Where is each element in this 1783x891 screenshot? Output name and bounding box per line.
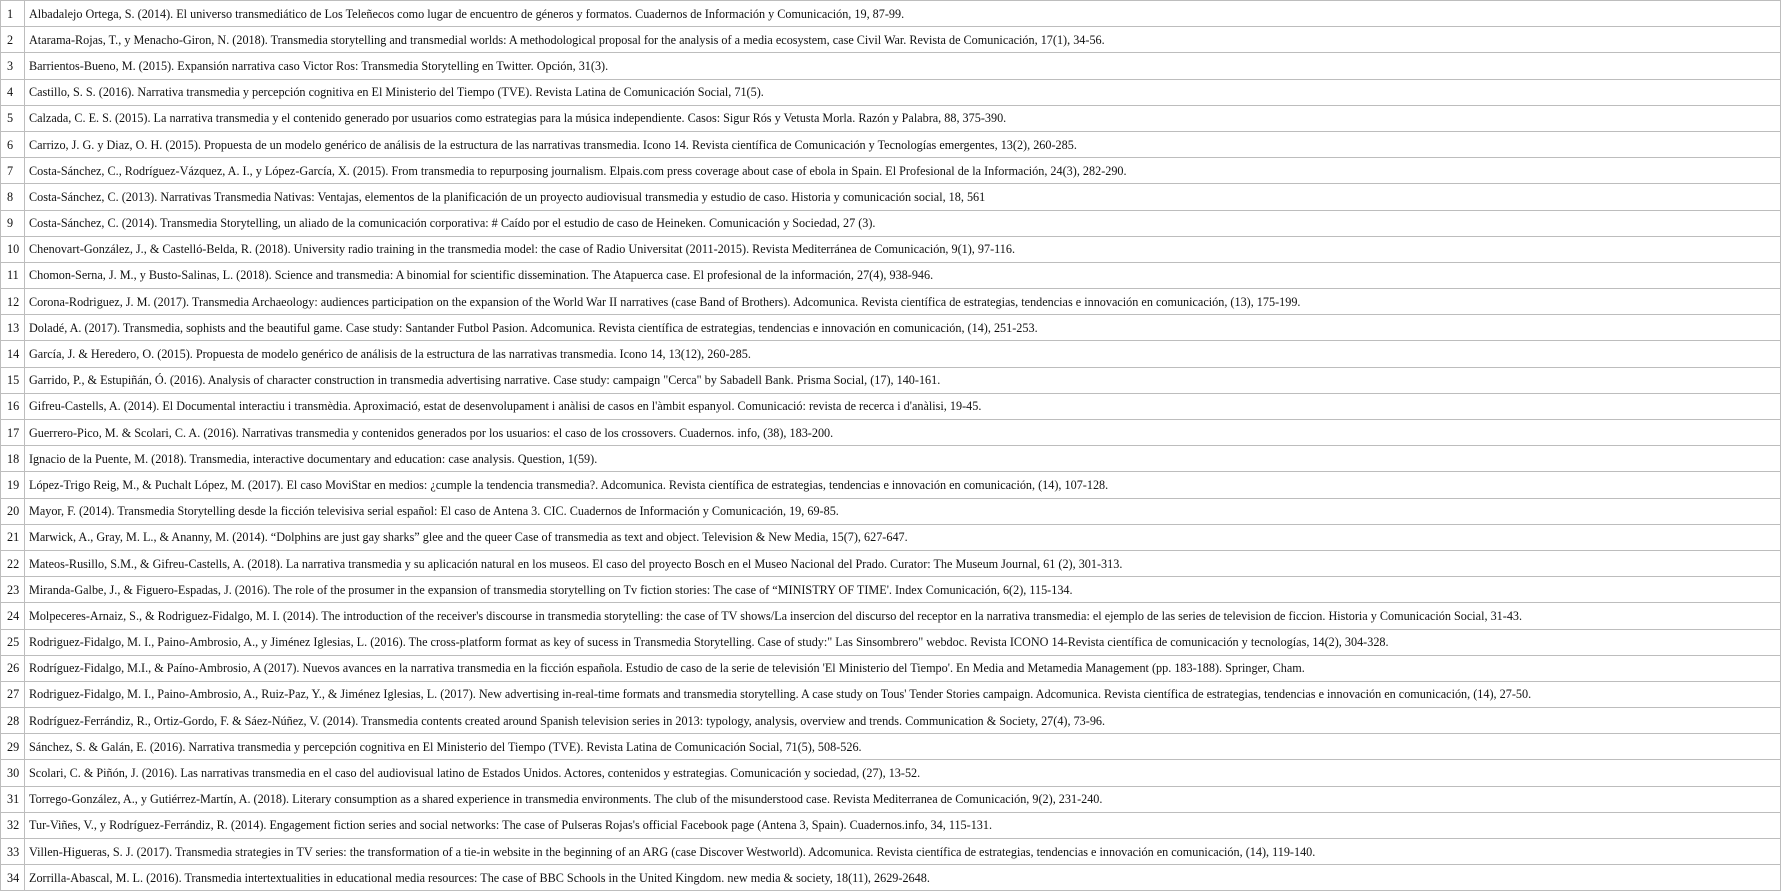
row-number: 20 bbox=[1, 498, 25, 524]
table-row bbox=[1, 655, 1781, 681]
row-number: 5 bbox=[1, 105, 25, 131]
table-row bbox=[1, 446, 1781, 472]
row-number: 9 bbox=[1, 210, 25, 236]
reference-text: García, J. & Heredero, O. (2015). Propuesta de modelo genérico de análisis de la estructura de las narrativas transmedia. Icono 14, 13(12), 260-285. bbox=[25, 341, 1781, 367]
table-row bbox=[1, 472, 1781, 498]
row-number: 30 bbox=[1, 760, 25, 786]
row-number: 10 bbox=[1, 236, 25, 262]
table-row bbox=[1, 629, 1781, 655]
row-number: 21 bbox=[1, 524, 25, 550]
table-row bbox=[1, 393, 1781, 419]
reference-text: Costa-Sánchez, C., Rodríguez-Vázquez, A. I., y López-García, X. (2015). From transmedia to repurposing journalism. Elpais.com press coverage about case of ebola in Spain. El Profesional de la Información, 24(3), 282-290. bbox=[25, 158, 1781, 184]
row-number: 24 bbox=[1, 603, 25, 629]
reference-text: Ignacio de la Puente, M. (2018). Transmedia, interactive documentary and education: case analysis. Question, 1(59). bbox=[25, 446, 1781, 472]
reference-text: Barrientos-Bueno, M. (2015). Expansión narrativa caso Victor Ros: Transmedia Storytelling en Twitter. Opción, 31(3). bbox=[25, 53, 1781, 79]
reference-text: Rodríguez-Ferrándiz, R., Ortiz-Gordo, F. & Sáez-Núñez, V. (2014). Transmedia contents created around Spanish television series in 2013: typology, analysis, overview and trends. Communication & Society, 27(4), 73-96. bbox=[25, 708, 1781, 734]
row-number: 7 bbox=[1, 158, 25, 184]
row-number: 22 bbox=[1, 550, 25, 576]
table-row bbox=[1, 681, 1781, 707]
reference-text: Atarama-Rojas, T., y Menacho-Giron, N. (2018). Transmedia storytelling and transmedial worlds: A methodological proposal for the analysis of a media ecosystem, case Civil War. Revista de Comunicación, 17(1), 34-56. bbox=[25, 27, 1781, 53]
table-row bbox=[1, 550, 1781, 576]
reference-text: Calzada, C. E. S. (2015). La narrativa transmedia y el contenido generado por usuarios como estrategias para la música independiente. Casos: Sigur Rós y Vetusta Morla. Razón y Palabra, 88, 375-390. bbox=[25, 105, 1781, 131]
row-number: 14 bbox=[1, 341, 25, 367]
reference-text: Zorrilla-Abascal, M. L. (2016). Transmedia intertextualities in educational media resources: The case of BBC Schools in the United Kingdom. new media & society, 18(11), 2629-2648. bbox=[25, 865, 1781, 891]
table-row bbox=[1, 53, 1781, 79]
row-number: 31 bbox=[1, 786, 25, 812]
reference-text: Albadalejo Ortega, S. (2014). El universo transmediático de Los Teleñecos como lugar de encuentro de géneros y formatos. Cuadernos de Información y Comunicación, 19, 87-99. bbox=[25, 1, 1781, 27]
reference-text: Sánchez, S. & Galán, E. (2016). Narrativa transmedia y percepción cognitiva en El Ministerio del Tiempo (TVE). Revista Latina de Comunicación Social, 71(5), 508-526. bbox=[25, 734, 1781, 760]
table-row bbox=[1, 131, 1781, 157]
reference-text: Miranda-Galbe, J., & Figuero-Espadas, J. (2016). The role of the prosumer in the expansion of transmedia storytelling on Tv fiction stories: The case of “MINISTRY OF TIME'. Index Comunicación, 6(2), 115-134. bbox=[25, 577, 1781, 603]
table-row bbox=[1, 524, 1781, 550]
row-number: 4 bbox=[1, 79, 25, 105]
row-number: 17 bbox=[1, 420, 25, 446]
table-row bbox=[1, 262, 1781, 288]
reference-text: Corona-Rodriguez, J. M. (2017). Transmedia Archaeology: audiences participation on the expansion of the World War II narratives (case Band of Brothers). Adcomunica. Revista científica de estrategias, tendencias e innovación en comunicación, (13), 175-199. bbox=[25, 289, 1781, 315]
row-number: 32 bbox=[1, 812, 25, 838]
row-number: 12 bbox=[1, 289, 25, 315]
row-number: 2 bbox=[1, 27, 25, 53]
references-table-body bbox=[1, 1, 1781, 891]
reference-text: Mayor, F. (2014). Transmedia Storytelling desde la ficción televisiva serial español: El caso de Antena 3. CIC. Cuadernos de Información y Comunicación, 19, 69-85. bbox=[25, 498, 1781, 524]
table-row bbox=[1, 315, 1781, 341]
row-number: 29 bbox=[1, 734, 25, 760]
table-row bbox=[1, 498, 1781, 524]
row-number: 13 bbox=[1, 315, 25, 341]
table-row bbox=[1, 105, 1781, 131]
row-number: 15 bbox=[1, 367, 25, 393]
row-number: 6 bbox=[1, 131, 25, 157]
table-row bbox=[1, 577, 1781, 603]
table-row bbox=[1, 786, 1781, 812]
table-row bbox=[1, 184, 1781, 210]
reference-text: Torrego-González, A., y Gutiérrez-Martín, A. (2018). Literary consumption as a shared experience in transmedia environments. The club of the misunderstood case. Revista Mediterranea de Comunicación, 9(2), 231-240. bbox=[25, 786, 1781, 812]
reference-text: Gifreu-Castells, A. (2014). El Documental interactiu i transmèdia. Aproximació, estat de desenvolupament i anàlisi de casos en l'àmbit espanyol. Comunicació: revista de recerca i d'anàlisi, 19-45. bbox=[25, 393, 1781, 419]
row-number: 28 bbox=[1, 708, 25, 734]
reference-text: Costa-Sánchez, C. (2013). Narrativas Transmedia Nativas: Ventajas, elementos de la planificación de un proyecto audiovisual transmedia y estudio de caso. Historia y comunicación social, 18, 561 bbox=[25, 184, 1781, 210]
reference-text: Mateos-Rusillo, S.M., & Gifreu-Castells, A. (2018). La narrativa transmedia y su aplicación natural en los museos. El caso del proyecto Bosch en el Museo Nacional del Prado. Curator: The Museum Journal, 61 (2), 301-313. bbox=[25, 550, 1781, 576]
table-row bbox=[1, 341, 1781, 367]
table-row bbox=[1, 79, 1781, 105]
table-row bbox=[1, 27, 1781, 53]
row-number: 34 bbox=[1, 865, 25, 891]
table-row bbox=[1, 760, 1781, 786]
row-number: 27 bbox=[1, 681, 25, 707]
reference-text: Doladé, A. (2017). Transmedia, sophists and the beautiful game. Case study: Santander Futbol Pasion. Adcomunica. Revista científica de estrategias, tendencias e innovación en comunicación, (14), 251-253. bbox=[25, 315, 1781, 341]
table-row bbox=[1, 289, 1781, 315]
reference-text: Tur-Viñes, V., y Rodríguez-Ferrándiz, R. (2014). Engagement fiction series and social networks: The case of Pulseras Rojas's official Facebook page (Antena 3, Spain). Cuadernos.info, 34, 115-131. bbox=[25, 812, 1781, 838]
row-number: 19 bbox=[1, 472, 25, 498]
reference-text: Rodríguez-Fidalgo, M.I., & Paíno-Ambrosio, A (2017). Nuevos avances en la narrativa transmedia en la ficción española. Estudio de caso de la serie de televisión 'El Ministerio del Tiempo'. En Media and Metamedia Management (pp. 183-188). Springer, Cham. bbox=[25, 655, 1781, 681]
reference-text: Castillo, S. S. (2016). Narrativa transmedia y percepción cognitiva en El Ministerio del Tiempo (TVE). Revista Latina de Comunicación Social, 71(5). bbox=[25, 79, 1781, 105]
row-number: 25 bbox=[1, 629, 25, 655]
table-row bbox=[1, 839, 1781, 865]
reference-text: Garrido, P., & Estupiñán, Ó. (2016). Analysis of character construction in transmedia advertising narrative. Case study: campaign "Cerca" by Sabadell Bank. Prisma Social, (17), 140-161. bbox=[25, 367, 1781, 393]
row-number: 26 bbox=[1, 655, 25, 681]
reference-text: Chenovart-González, J., & Castelló-Belda, R. (2018). University radio training in the transmedia model: the case of Radio Universitat (2011-2015). Revista Mediterránea de Comunicación, 9(1), 97-116. bbox=[25, 236, 1781, 262]
table-row bbox=[1, 708, 1781, 734]
table-row bbox=[1, 420, 1781, 446]
reference-text: Costa-Sánchez, C. (2014). Transmedia Storytelling, un aliado de la comunicación corporativa: # Caído por el estudio de caso de Heineken. Comunicación y Sociedad, 27 (3). bbox=[25, 210, 1781, 236]
reference-text: Scolari, C. & Piñón, J. (2016). Las narrativas transmedia en el caso del audiovisual latino de Estados Unidos. Actores, contenidos y estrategias. Comunicación y sociedad, (27), 13-52. bbox=[25, 760, 1781, 786]
row-number: 18 bbox=[1, 446, 25, 472]
table-row bbox=[1, 734, 1781, 760]
row-number: 23 bbox=[1, 577, 25, 603]
reference-text: Marwick, A., Gray, M. L., & Ananny, M. (2014). “Dolphins are just gay sharks” glee and the queer Case of transmedia as text and object. Television & New Media, 15(7), 627-647. bbox=[25, 524, 1781, 550]
reference-text: Carrizo, J. G. y Diaz, O. H. (2015). Propuesta de un modelo genérico de análisis de la estructura de las narrativas transmedia. Icono 14. Revista científica de Comunicación y Tecnologías emergentes, 13(2), 260-285. bbox=[25, 131, 1781, 157]
reference-text: Rodriguez-Fidalgo, M. I., Paino-Ambrosio, A., Ruiz-Paz, Y., & Jiménez Iglesias, L. (2017). New advertising in-real-time formats and transmedia storytelling. A case study on Tous' Tender Stories campaign. Adcomunica. Revista científica de estrategias, tendencias e innovación en comunicación, (14), 27-50. bbox=[25, 681, 1781, 707]
table-row bbox=[1, 812, 1781, 838]
table-row bbox=[1, 603, 1781, 629]
table-row bbox=[1, 367, 1781, 393]
reference-text: López-Trigo Reig, M., & Puchalt López, M. (2017). El caso MoviStar en medios: ¿cumple la tendencia transmedia?. Adcomunica. Revista científica de estrategias, tendencias e innovación en comunicación, (14), 107-128. bbox=[25, 472, 1781, 498]
row-number: 3 bbox=[1, 53, 25, 79]
reference-text: Molpeceres-Arnaiz, S., & Rodriguez-Fidalgo, M. I. (2014). The introduction of the receiver's discourse in transmedia storytelling: the case of TV shows/La insercion del discurso del receptor en la narrativa transmedia: el ejemplo de las series de television de ficcion. Historia y Comunicación Social, 31-43. bbox=[25, 603, 1781, 629]
row-number: 16 bbox=[1, 393, 25, 419]
table-row bbox=[1, 236, 1781, 262]
row-number: 1 bbox=[1, 1, 25, 27]
reference-text: Villen-Higueras, S. J. (2017). Transmedia strategies in TV series: the transformation of a tie-in website in the beginning of an ARG (case Discover Westworld). Adcomunica. Revista científica de estrategias, tendencias e innovación en comunicación, (14), 119-140. bbox=[25, 839, 1781, 865]
reference-text: Rodriguez-Fidalgo, M. I., Paino-Ambrosio, A., y Jiménez Iglesias, L. (2016). The cross-platform format as key of sucess in Transmedia Storytelling. Case of study:" Las Sinsombrero" webdoc. Revista ICONO 14-Revista científica de comunicación y tecnologías, 14(2), 304-328. bbox=[25, 629, 1781, 655]
table-row bbox=[1, 158, 1781, 184]
reference-text: Chomon-Serna, J. M., y Busto-Salinas, L. (2018). Science and transmedia: A binomial for scientific dissemination. The Atapuerca case. El profesional de la información, 27(4), 938-946. bbox=[25, 262, 1781, 288]
reference-text: Guerrero-Pico, M. & Scolari, C. A. (2016). Narrativas transmedia y contenidos generados por los usuarios: el caso de los crossovers. Cuadernos. info, (38), 183-200. bbox=[25, 420, 1781, 446]
table-row bbox=[1, 865, 1781, 891]
row-number: 8 bbox=[1, 184, 25, 210]
table-row bbox=[1, 210, 1781, 236]
row-number: 11 bbox=[1, 262, 25, 288]
table-row bbox=[1, 1, 1781, 27]
row-number: 33 bbox=[1, 839, 25, 865]
